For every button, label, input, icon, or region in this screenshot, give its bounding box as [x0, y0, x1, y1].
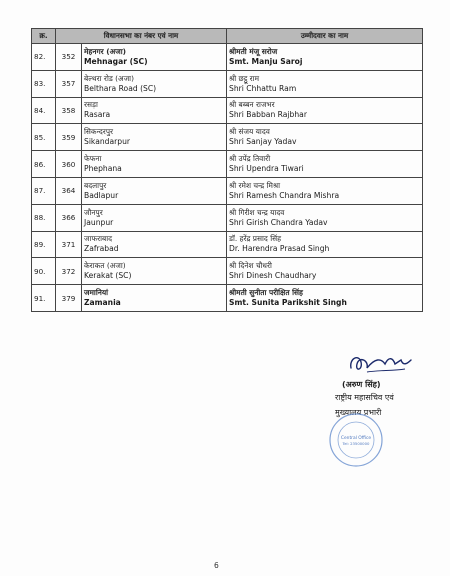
- candidate-name: [227, 70, 423, 97]
- office-seal-stamp: [328, 412, 384, 468]
- candidate-name: [227, 177, 423, 204]
- constituency-name-hindi: जौनपुर: [84, 207, 103, 217]
- candidate-name-english: Smt. Manju Saroj: [229, 56, 303, 66]
- table-row: [32, 231, 423, 258]
- candidate-name-hindi: श्रीमती सुनीता परीक्षित सिंह: [229, 288, 303, 298]
- table-row: [32, 151, 423, 178]
- constituency-number: 358: [56, 97, 82, 124]
- candidate-name-hindi: श्री संजय यादव: [229, 127, 270, 137]
- candidate-name-hindi: श्री उपेंद्र तिवारी: [229, 154, 271, 164]
- table-row: [32, 124, 423, 151]
- candidate-name-hindi: श्रीमती मंजू सरोज: [229, 46, 278, 56]
- serial-number: 90.: [32, 258, 56, 285]
- constituency-name: [82, 44, 227, 71]
- seal-line2: Tel: 23500000: [342, 441, 370, 446]
- candidate-name-english: Shri Upendra Tiwari: [229, 164, 304, 174]
- table-row: [32, 285, 423, 312]
- candidate-name-english: Shri Ramesh Chandra Mishra: [229, 190, 340, 200]
- constituency-name-english: Kerakat (SC): [84, 271, 132, 281]
- candidate-name: [227, 204, 423, 231]
- header-serial: क्र.: [32, 29, 56, 44]
- serial-number: 82.: [32, 44, 56, 71]
- candidate-name-english: Shri Dinesh Chaudhary: [229, 271, 317, 281]
- candidate-name: [227, 285, 423, 312]
- candidate-name: [227, 44, 423, 71]
- constituency-name-english: Phephana: [84, 164, 122, 174]
- candidate-name-hindi: श्री रमेश चन्द्र मिश्रा: [229, 180, 281, 190]
- constituency-name-hindi: जाफराबाद: [84, 234, 113, 244]
- table-row: [32, 70, 423, 97]
- candidate-name-hindi: श्री छट्ठू राम: [229, 73, 260, 83]
- constituency-name-english: Sikandarpur: [84, 137, 131, 147]
- table-row: [32, 258, 423, 285]
- constituency-number: 364: [56, 177, 82, 204]
- candidate-name-english: Shri Girish Chandra Yadav: [229, 217, 328, 227]
- constituency-number: 371: [56, 231, 82, 258]
- candidate-name-english: Shri Chhattu Ram: [229, 83, 297, 93]
- constituency-name-hindi: केराकत (अजा): [84, 261, 126, 271]
- constituency-number: 360: [56, 151, 82, 178]
- seal-line1: Central Office: [340, 436, 372, 441]
- candidate-table: [31, 28, 423, 312]
- constituency-name: [82, 97, 227, 124]
- header-constituency: विधानसभा का नंबर एवं नाम: [56, 29, 227, 44]
- constituency-name: [82, 231, 227, 258]
- candidate-name-english: Shri Babban Rajbhar: [229, 110, 307, 120]
- constituency-name-english: Belthara Road (SC): [84, 83, 157, 93]
- constituency-name-hindi: फेफना: [84, 154, 102, 164]
- candidate-name-english: Dr. Harendra Prasad Singh: [229, 244, 330, 254]
- candidate-name: [227, 151, 423, 178]
- signatory-role-line2: मुख्यालय प्रभारी: [335, 408, 382, 417]
- constituency-name: [82, 70, 227, 97]
- constituency-name: [82, 204, 227, 231]
- constituency-name-hindi: रसड़ा: [84, 100, 98, 110]
- header-candidate: उम्मीदवार का नाम: [227, 29, 423, 44]
- candidate-name: [227, 231, 423, 258]
- table-row: [32, 97, 423, 124]
- serial-number: 84.: [32, 97, 56, 124]
- candidate-name-hindi: श्री दिनेश चौधरी: [229, 261, 272, 271]
- serial-number: 91.: [32, 285, 56, 312]
- serial-number: 89.: [32, 231, 56, 258]
- constituency-name-english: Mehnagar (SC): [84, 56, 148, 66]
- serial-number: 83.: [32, 70, 56, 97]
- constituency-name: [82, 285, 227, 312]
- constituency-number: 379: [56, 285, 82, 312]
- candidate-name: [227, 97, 423, 124]
- serial-number: 85.: [32, 124, 56, 151]
- constituency-name-hindi: बेल्थरा रोड (अजा): [84, 73, 134, 83]
- candidate-name-english: Smt. Sunita Parikshit Singh: [229, 298, 347, 308]
- serial-number: 86.: [32, 151, 56, 178]
- candidate-name-english: Shri Sanjay Yadav: [229, 137, 297, 147]
- page-number: 6: [214, 561, 219, 570]
- constituency-number: 359: [56, 124, 82, 151]
- signature-mark: [345, 350, 415, 378]
- constituency-name: [82, 258, 227, 285]
- table-header-row: [32, 29, 423, 44]
- candidate-name-hindi: श्री गिरीश चन्द्र यादव: [229, 207, 285, 217]
- constituency-number: 357: [56, 70, 82, 97]
- candidate-name-hindi: श्री बब्बन राजभर: [229, 100, 275, 110]
- constituency-name-hindi: सिकन्दरपुर: [84, 127, 114, 137]
- table-row: [32, 177, 423, 204]
- constituency-name-english: Badlapur: [84, 190, 119, 200]
- constituency-number: 372: [56, 258, 82, 285]
- candidate-name: [227, 124, 423, 151]
- constituency-name-hindi: जमानियां: [84, 288, 109, 298]
- table-row: [32, 44, 423, 71]
- constituency-name-english: Zafrabad: [84, 244, 119, 254]
- constituency-name: [82, 151, 227, 178]
- candidate-name-hindi: डॉ. हरेंद्र प्रसाद सिंह: [229, 234, 282, 244]
- signatory-role-line1: राष्ट्रीय महासचिव एवं: [335, 393, 394, 402]
- serial-number: 88.: [32, 204, 56, 231]
- constituency-name-english: Zamania: [84, 298, 121, 308]
- constituency-number: 352: [56, 44, 82, 71]
- table-row: [32, 204, 423, 231]
- constituency-name: [82, 177, 227, 204]
- constituency-name-english: Rasara: [84, 110, 111, 120]
- candidate-name: [227, 258, 423, 285]
- constituency-name-hindi: बदलापुर: [84, 180, 107, 190]
- constituency-number: 366: [56, 204, 82, 231]
- constituency-name-english: Jaunpur: [84, 217, 114, 227]
- signatory-name: (अरुण सिंह): [342, 380, 381, 389]
- constituency-name: [82, 124, 227, 151]
- constituency-name-hindi: मेहनगर (अजा): [84, 46, 127, 56]
- serial-number: 87.: [32, 177, 56, 204]
